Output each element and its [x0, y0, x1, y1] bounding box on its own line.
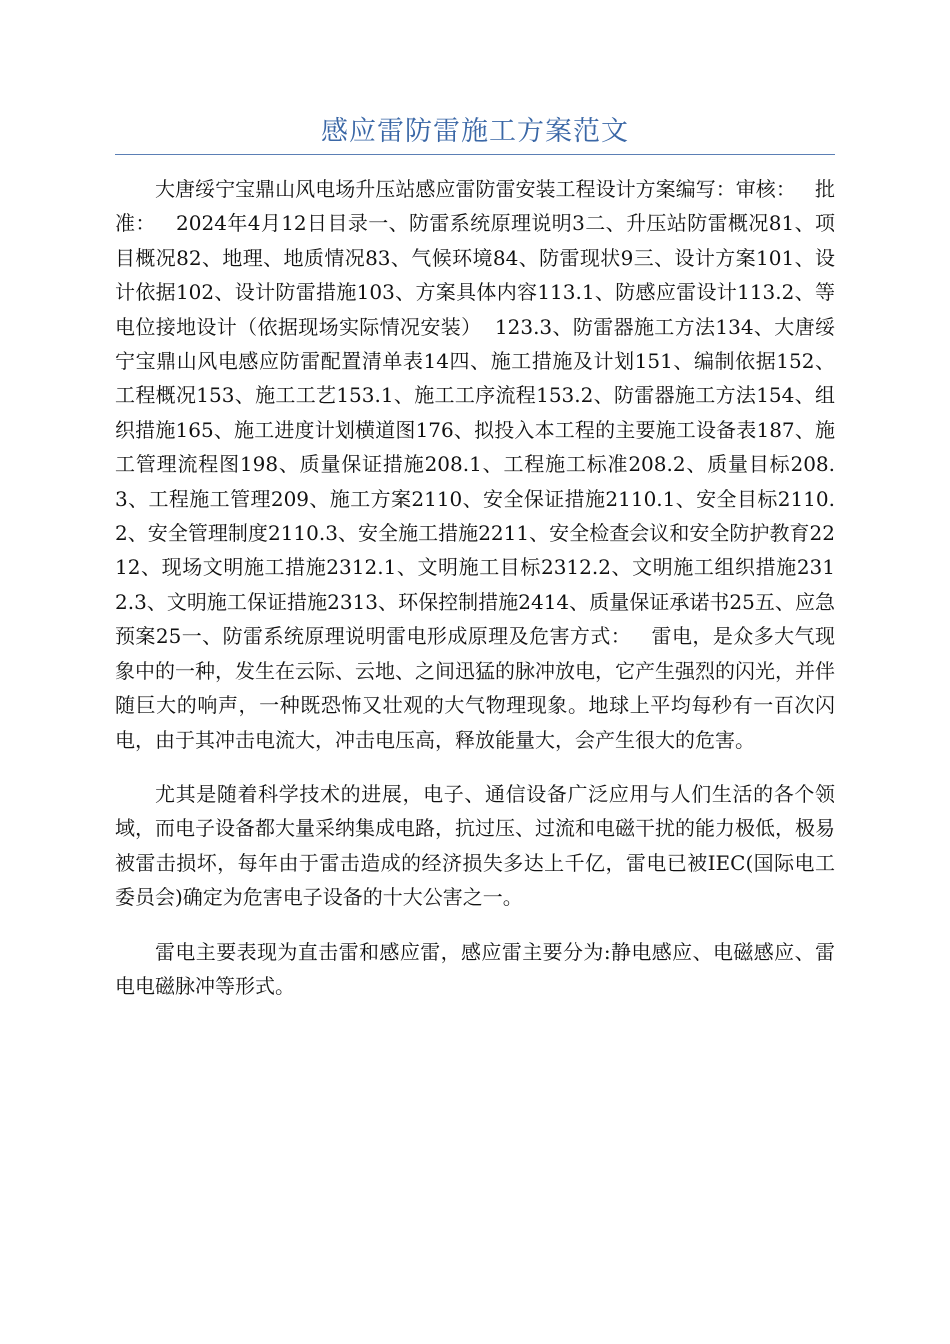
paragraph-electronic-hazard: 尤其是随着科学技术的进展，电子、通信设备广泛应用与人们生活的各个领域，而电子设备都大量采纳集成电路，抗过压、过流和电磁干扰的能力极低，极易被雷击损坏，每年由于雷击造成的经济损失多达上千亿，雷电已被IEC(国际电工委员会)确定为危害电子设备的十大公害之一。	[115, 781, 835, 910]
document-title: 感应雷防雷施工方案范文	[321, 116, 629, 147]
document-body	[115, 172, 835, 1023]
paragraph-intro-and-contents: 大唐绥宁宝鼎山风电场升压站感应雷防雷安装工程设计方案编写：审核： 批准： 2024年4月12日目录一、防雷系统原理说明3二、升压站防雷概况81、项目概况82、地理、地质情况83、气候环境84、防雷现状9三、设计方案101、设计依据102、设计防雷措施103、方案具体内容113.1、防感应雷设计113.2、等电位接地设计（依据现场实际情况安装） 123.3、防雷器施工方法134、大唐绥宁宝鼎山风电感应防雷配置清单表14四、施工措施及计划151、编制依据152、工程概况153、施工工艺153.1、施工工序流程153.2、防雷器施工方法154、组织措施165、施工进度计划横道图176、拟投入本工程的主要施工设备表187、施工管理流程图198、质量保证措施208.1、工程施工标准208.2、质量目标208.3、工程施工管理209、施工方案2110、安全保证措施2110.1、安全目标2110.2、安全管理制度2110.3、安全施工措施2211、安全检查会议和安全防护教育2212、现场文明施工措施2312.1、文明施工目标2312.2、文明施工组织措施2312.3、文明施工保证措施2313、环保控制措施2414、质量保证承诺书25五、应急预案25一、防雷系统原理说明雷电形成原理及危害方式： 雷电，是众多大气现象中的一种，发生在云际、云地、之间迅猛的脉冲放电，它产生强烈的闪光，并伴随巨大的响声，一种既恐怖又壮观的大气物理现象。地球上平均每秒有一百次闪电，由于其冲击电流大，冲击电压高，释放能量大，会产生很大的危害。	[115, 177, 835, 752]
title-underline-divider	[115, 154, 835, 155]
paragraph-lightning-types: 雷电主要表现为直击雷和感应雷，感应雷主要分为:静电感应、电磁感应、雷电电磁脉冲等形式。	[115, 939, 835, 998]
